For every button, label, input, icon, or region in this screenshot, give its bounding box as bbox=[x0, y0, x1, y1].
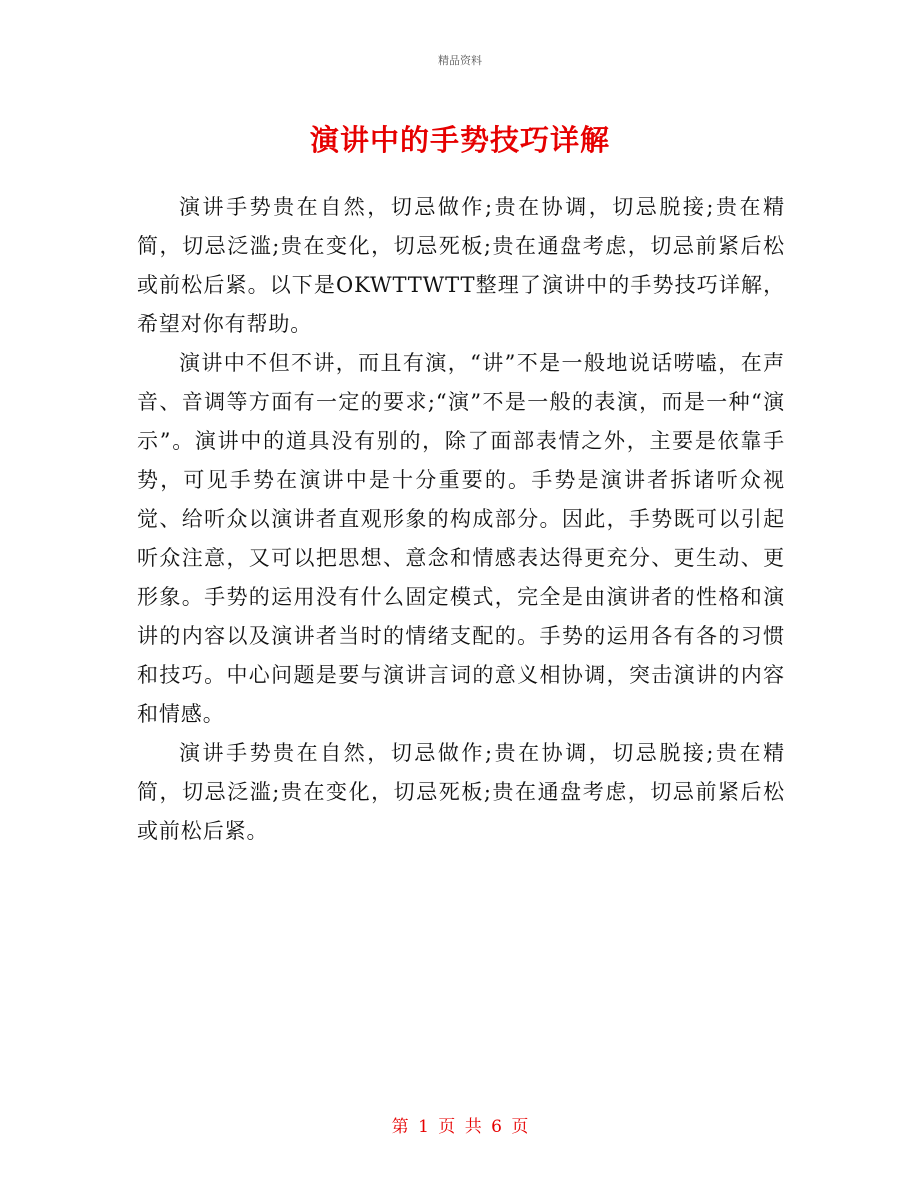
paragraph-intro: 演讲手势贵在自然，切忌做作;贵在协调，切忌脱接;贵在精简，切忌泛滥;贵在变化，切忌死板;贵在通盘考虑，切忌前紧后松或前松后紧。以下是OKWTTWTT整理了演讲中的手势技巧详解，希望对你有帮助。 bbox=[137, 195, 785, 336]
document-title: 演讲中的手势技巧详解 bbox=[309, 123, 610, 157]
page-indicator: 第 1 页 共 6 页 bbox=[391, 1117, 529, 1137]
document-body bbox=[137, 188, 785, 851]
paragraph-summary: 演讲手势贵在自然，切忌做作;贵在协调，切忌脱接;贵在精简，切忌泛滥;贵在变化，切忌死板;贵在通盘考虑，切忌前紧后松或前松后紧。 bbox=[137, 741, 785, 843]
paragraph-main: 演讲中不但不讲，而且有演，“讲”不是一般地说话唠嗑，在声音、音调等方面有一定的要求;“演”不是一般的表演，而是一种“演示”。演讲中的道具没有别的，除了面部表情之外，主要是依靠手势，可见手势在演讲中是十分重要的。手势是演讲者拆诸听众视觉、给听众以演讲者直观形象的构成部分。因此，手势既可以引起听众注意，又可以把思想、意念和情感表达得更充分、更生动、更形象。手势的运用没有什么固定模式，完全是由演讲者的性格和演讲的内容以及演讲者当时的情绪支配的。手势的运用各有各的习惯和技巧。中心问题是要与演讲言词的意义相协调，突击演讲的内容和情感。 bbox=[137, 351, 785, 726]
header-label: 精品资料 bbox=[438, 54, 482, 67]
